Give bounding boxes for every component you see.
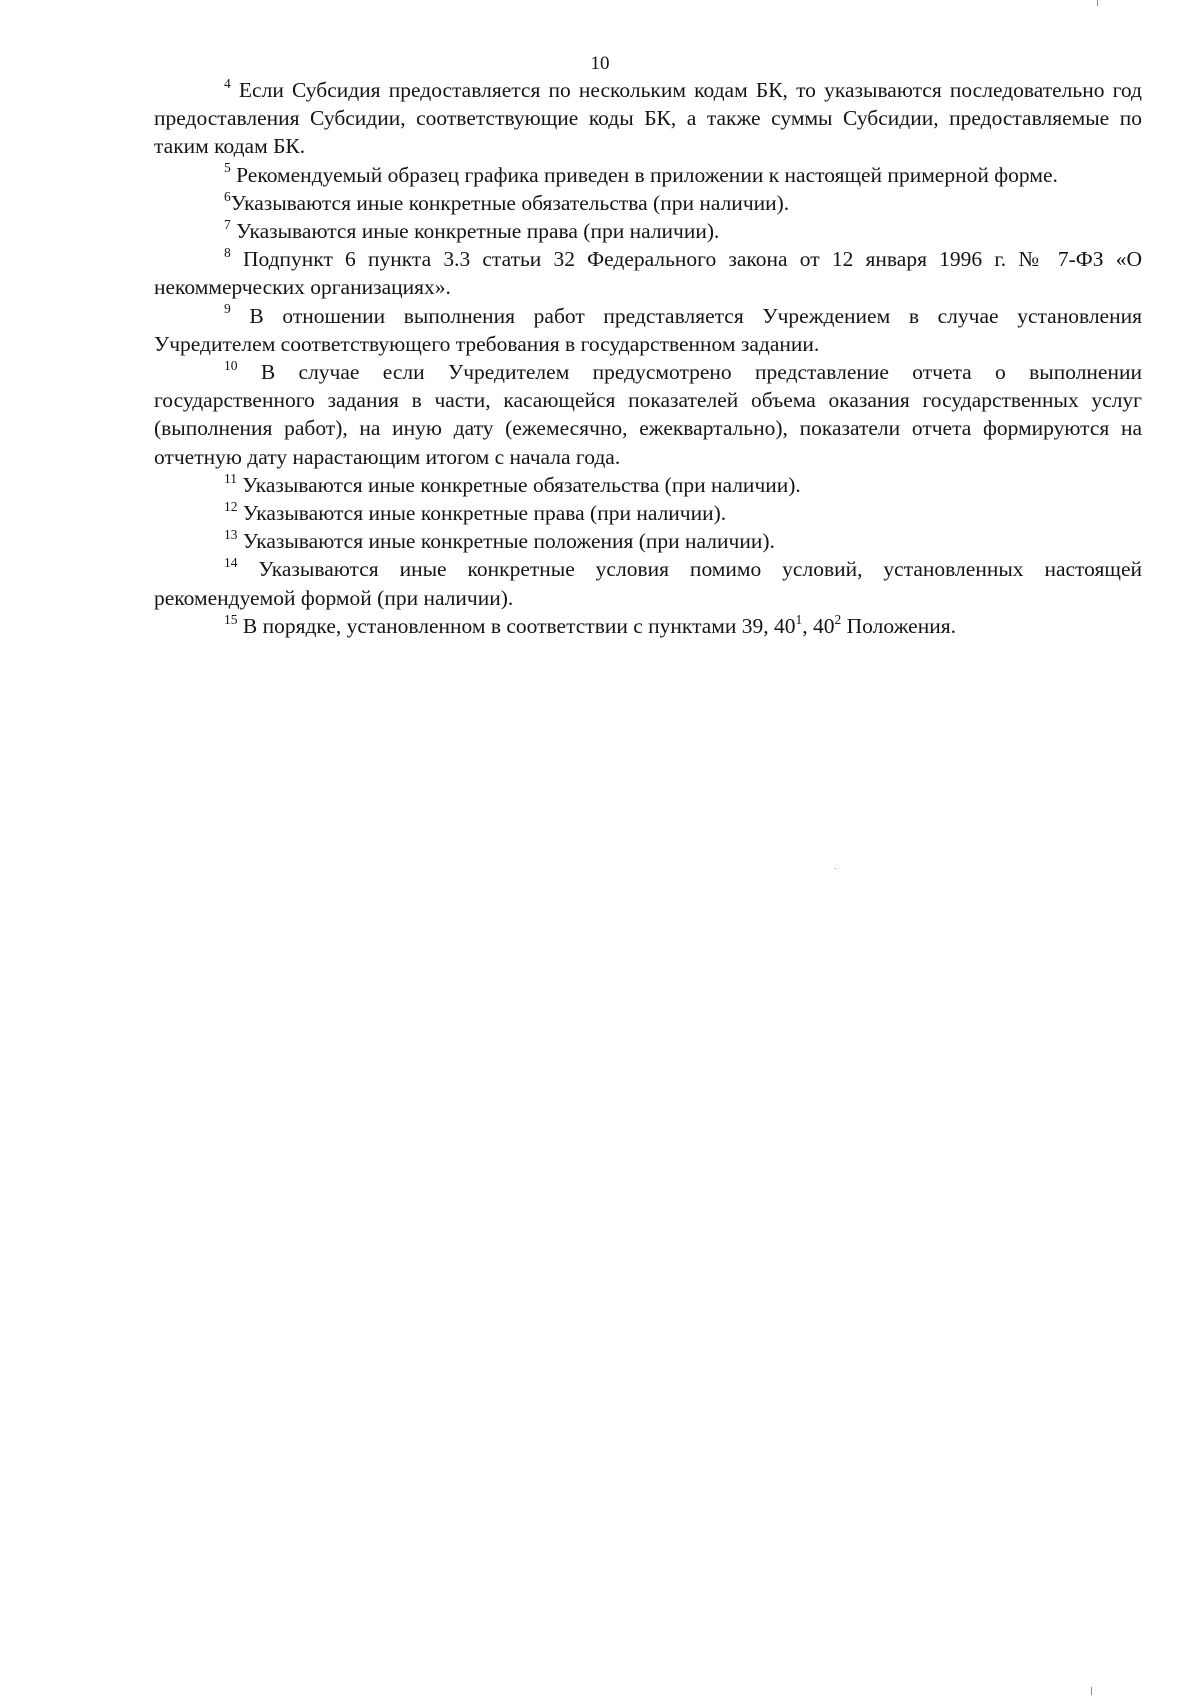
footnote-mark: 13 <box>224 527 238 543</box>
scan-speck <box>1091 1687 1092 1695</box>
footnote-4 <box>154 76 1142 161</box>
footnote-text: В отношении выполнения работ представляется Учреждением в случае установления Учредителем соответствующего требования в государственном задании. <box>154 303 1142 356</box>
footnote-mark: 9 <box>224 301 231 317</box>
footnote-12 <box>154 499 1142 527</box>
footnote-text: Указываются иные конкретные права (при наличии). <box>230 219 720 244</box>
footnote-text: Рекомендуемый образец графика приведен в приложении к настоящей примерной форме. <box>230 162 1058 187</box>
footnote-8 <box>154 245 1142 301</box>
footnote-text: Указываются иные конкретные условия помимо условий, установленных настоящей рекомендуемой формой (при наличии). <box>154 557 1142 610</box>
footnotes-list <box>154 76 1142 640</box>
footnote-mark: 11 <box>224 470 237 486</box>
footnote-mark: 14 <box>224 555 238 571</box>
footnote-text: Указываются иные конкретные положения (при наличии). <box>237 529 775 554</box>
footnote-text: Указываются иные конкретные права (при наличии). <box>237 501 727 526</box>
footnote-text: В порядке, установленном в соответствии с пунктами 39, 40 <box>237 613 796 638</box>
footnote-5 <box>154 161 1142 189</box>
footnote-15 <box>154 612 1142 640</box>
footnote-mark: 10 <box>224 357 238 373</box>
footnote-11 <box>154 471 1142 499</box>
footnote-mark: 4 <box>224 75 231 91</box>
footnote-text: Указываются иные конкретные обязательства (при наличии). <box>230 190 790 215</box>
footnote-mark: 15 <box>224 611 238 627</box>
footnote-mark: 12 <box>224 498 238 514</box>
footnote-text: Указываются иные конкретные обязательства (при наличии). <box>237 472 801 497</box>
footnote-9 <box>154 302 1142 358</box>
footnote-7 <box>154 217 1142 245</box>
superscript-index: 2 <box>834 611 842 627</box>
superscript-index: 1 <box>795 611 803 627</box>
footnote-10 <box>154 358 1142 471</box>
footnote-14 <box>154 555 1142 611</box>
footnote-6 <box>154 189 1142 217</box>
footnote-mark: 8 <box>224 245 231 261</box>
footnote-text: В случае если Учредителем предусмотрено представление отчета о выполнении государственного задания в части, касающейся показателей объема оказания государственных услуг (выполнения работ), на иную дату (ежемесячно, ежеквартально), показатели отчета формируются на отчетную дату нарастающим итогом с начала года. <box>154 360 1142 469</box>
footnote-text: Положения. <box>841 613 956 638</box>
footnote-text: Если Субсидия предоставляется по нескольким кодам БК, то указываются последовательно год предоставления Субсидии, соответствующие коды БК, а также суммы Субсидии, предоставляемые по таким кодам БК. <box>154 78 1142 159</box>
footnote-13 <box>154 527 1142 555</box>
footnote-mark: 7 <box>224 216 231 232</box>
page-number: 10 <box>590 53 610 74</box>
scan-speck <box>1097 0 1098 6</box>
footnote-mark: 5 <box>224 160 231 176</box>
scan-speck <box>835 868 836 869</box>
footnote-text: Подпункт 6 пункта 3.3 статьи 32 Федерального закона от 12 января 1996 г. № 7-ФЗ «О некоммерческих организациях». <box>154 247 1142 300</box>
footnote-mark: 6 <box>224 188 231 204</box>
footnote-text: , 40 <box>802 613 835 638</box>
